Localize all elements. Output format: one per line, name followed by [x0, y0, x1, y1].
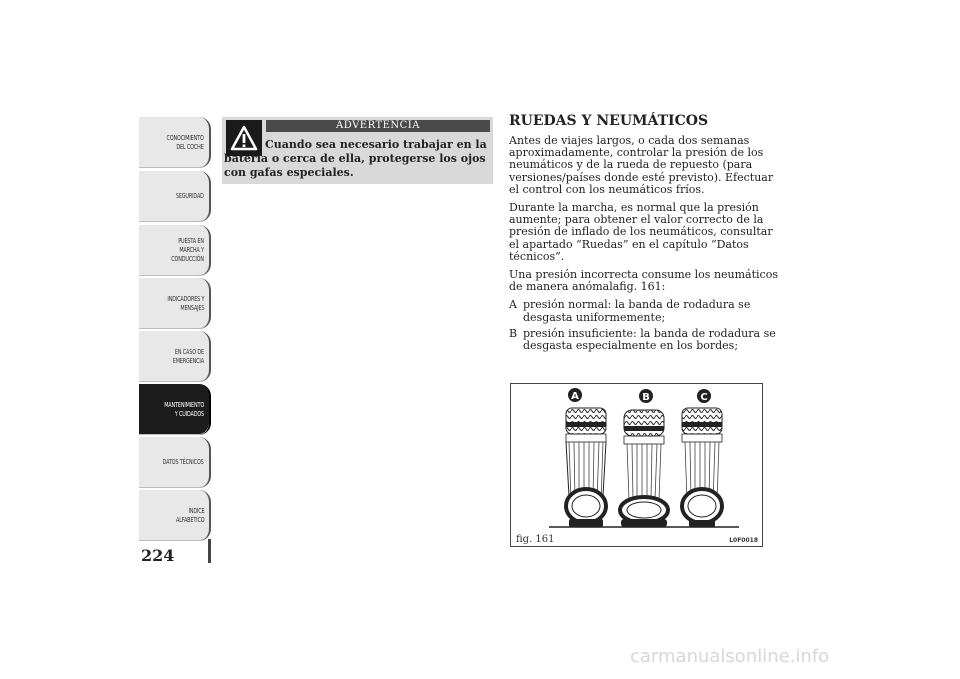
- tyre-b: [620, 410, 668, 527]
- warning-title: ADVERTENCIA: [266, 120, 490, 132]
- list-marker: B: [509, 326, 518, 340]
- list-marker: A: [509, 298, 517, 312]
- tab-label: CONOCIMIENTO DEL COCHE: [166, 133, 204, 151]
- tab-datos-tecnicos[interactable]: [139, 437, 211, 488]
- paragraph: Durante la marcha, es normal que la presión aumente; para obtener el valor correcto de la presión de inflado de los neumáticos, consultar el apartado “Ruedas” en el capítulo “Datos técnicos”.: [509, 201, 773, 263]
- paragraph: Una presión incorrecta consume los neumáticos de manera anómalafig. 161:: [509, 268, 778, 294]
- tyre-figure: [510, 383, 763, 547]
- warning-box: [222, 117, 493, 184]
- tab-mantenimiento-y-cuidados[interactable]: [139, 384, 211, 435]
- tab-label: MANTENIMIENTO Y CUIDADOS: [164, 400, 204, 418]
- section-heading: RUEDAS Y NEUMÁTICOS: [509, 113, 709, 129]
- figure-caption: fig. 161: [516, 534, 555, 545]
- tab-indice-alfabetico[interactable]: [139, 490, 211, 541]
- page-number: 224: [141, 546, 175, 565]
- tab-label: EN CASO DE EMERGENCIA: [172, 347, 204, 365]
- section-content: [509, 113, 779, 356]
- tyre-wear-illustration: [511, 384, 762, 534]
- paragraph: Antes de viajes largos, o cada dos semanas aproximadamente, controlar la presión de los neumáticos y de la rueda de repuesto (para versiones/países donde esté previsto). Efectuar el control con los neumáticos fríos.: [509, 134, 774, 196]
- tab-label: ÍNDICE ALFABÉTICO: [175, 506, 204, 524]
- figure-label-b: [639, 389, 653, 403]
- figure-code: L0F0018: [729, 537, 758, 544]
- tab-seguridad[interactable]: [139, 171, 211, 222]
- list-text: presión normal: la banda de rodadura se desgasta uniformemente;: [523, 298, 751, 324]
- page-number-bar: [208, 539, 211, 563]
- tab-label: PUESTA EN MARCHA Y CONDUCCIÓN: [171, 237, 204, 263]
- list-text: presión insuficiente: la banda de rodadura se desgasta especialmente en los bordes;: [523, 326, 776, 353]
- tyre-c: [682, 408, 722, 527]
- footer-watermark: carmanualsonline.info: [630, 646, 830, 667]
- list-item: [509, 328, 779, 352]
- tab-label: SEGURIDAD: [176, 192, 204, 200]
- label-b-text: B: [642, 392, 650, 403]
- tab-indicadores-y-mensajes[interactable]: [139, 278, 211, 329]
- warning-text: Cuando sea necesario trabajar en la batería o cerca de ella, protegerse los ojos con gafas especiales.: [224, 138, 487, 179]
- figure-label-c: [697, 389, 711, 403]
- tab-label: INDICADORES Y MENSAJES: [167, 294, 204, 312]
- tab-label: DATOS TÉCNICOS: [162, 458, 204, 466]
- tyre-a: [566, 408, 606, 527]
- label-a-text: A: [571, 391, 579, 402]
- tab-en-caso-de-emergencia[interactable]: [139, 331, 211, 382]
- tab-puesta-en-marcha[interactable]: [139, 225, 211, 276]
- list-item: [509, 299, 779, 323]
- label-c-text: C: [700, 392, 708, 403]
- figure-label-a: [568, 388, 582, 402]
- tab-conocimiento-del-coche[interactable]: [139, 117, 211, 168]
